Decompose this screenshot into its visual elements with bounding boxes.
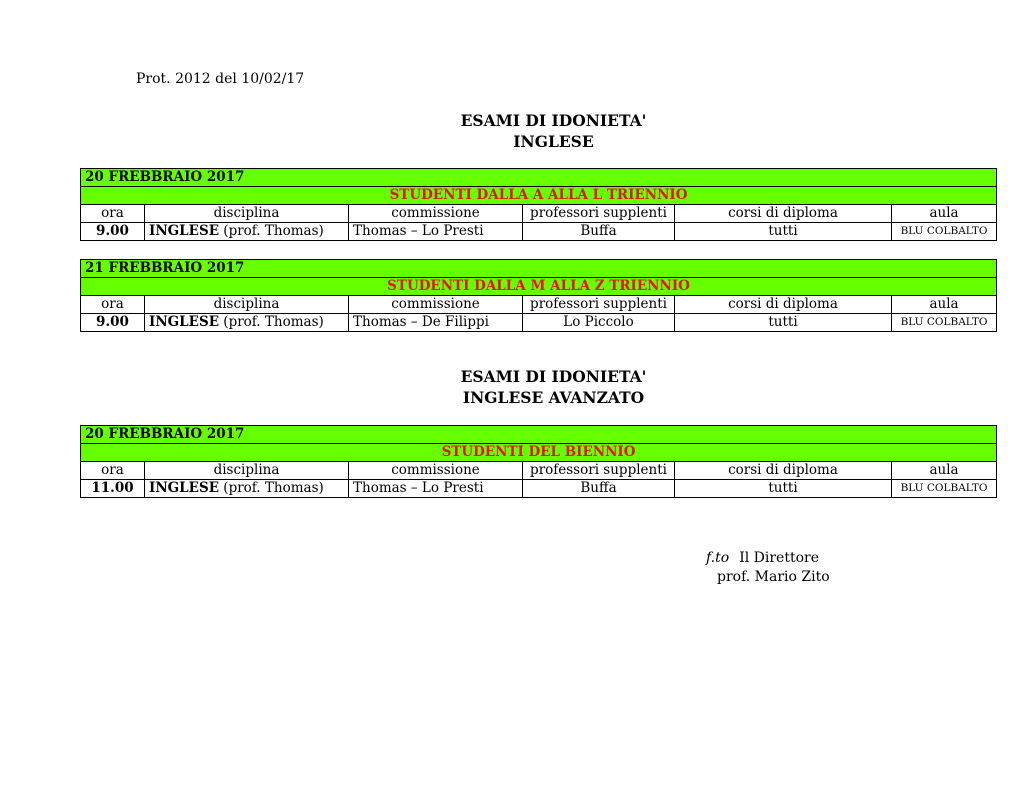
- heading-line-subject: INGLESE: [513, 132, 594, 151]
- cell-disciplina: [145, 480, 349, 498]
- column-header-corsi: corsi di diploma: [675, 205, 892, 223]
- table-group-row: [81, 444, 997, 462]
- cell-aula: BLU COLBALTO: [892, 480, 997, 498]
- subject-name: INGLESE: [149, 480, 220, 496]
- column-header-ora: ora: [81, 462, 145, 480]
- cell-ora: 11.00: [81, 480, 145, 498]
- column-header-ora: ora: [81, 205, 145, 223]
- signature-abbreviation: f.to: [706, 550, 730, 566]
- section-heading-inglese-avanzato: [0, 366, 1024, 408]
- table-header-row: [81, 296, 997, 314]
- table-date-row: [81, 169, 997, 187]
- subject-teacher: (prof. Thomas): [219, 314, 324, 330]
- column-header-aula: aula: [892, 296, 997, 314]
- cell-disciplina: [145, 223, 349, 241]
- subject-name: INGLESE: [149, 314, 220, 330]
- column-header-corsi: corsi di diploma: [675, 296, 892, 314]
- exam-date: 20 FREBBRAIO 2017: [81, 169, 997, 187]
- cell-aula: BLU COLBALTO: [892, 223, 997, 241]
- column-header-ora: ora: [81, 296, 145, 314]
- table-row: [81, 223, 997, 241]
- table-group-row: [81, 278, 997, 296]
- table-row: [81, 314, 997, 332]
- column-header-disciplina: disciplina: [145, 296, 349, 314]
- table-header-row: [81, 462, 997, 480]
- table-row: [81, 480, 997, 498]
- column-header-commissione: commissione: [349, 462, 523, 480]
- table-group-row: [81, 187, 997, 205]
- cell-supplenti: Buffa: [523, 223, 675, 241]
- cell-aula: BLU COLBALTO: [892, 314, 997, 332]
- exam-table-3: [80, 425, 997, 498]
- column-header-disciplina: disciplina: [145, 205, 349, 223]
- cell-supplenti: Lo Piccolo: [523, 314, 675, 332]
- cell-commissione: Thomas – De Filippi: [349, 314, 523, 332]
- student-group: STUDENTI DEL BIENNIO: [81, 444, 997, 462]
- column-header-commissione: commissione: [349, 296, 523, 314]
- heading-line-exam-title: ESAMI DI IDONIETA': [460, 367, 647, 386]
- cell-corsi: tutti: [675, 480, 892, 498]
- column-header-corsi: corsi di diploma: [675, 462, 892, 480]
- exam-date: 20 FREBBRAIO 2017: [81, 426, 997, 444]
- exam-date: 21 FREBBRAIO 2017: [81, 260, 997, 278]
- section-heading-inglese: [0, 110, 1024, 152]
- cell-supplenti: Buffa: [523, 480, 675, 498]
- column-header-supplenti: professori supplenti: [523, 296, 675, 314]
- column-header-aula: aula: [892, 205, 997, 223]
- subject-teacher: (prof. Thomas): [219, 223, 324, 239]
- signature-role-line: [706, 549, 830, 568]
- signature-name: prof. Mario Zito: [717, 569, 830, 585]
- exam-table-2: [80, 259, 997, 332]
- protocol-number: Prot. 2012 del 10/02/17: [136, 71, 305, 87]
- subject-teacher: (prof. Thomas): [219, 480, 324, 496]
- signature-block: [706, 549, 830, 587]
- column-header-aula: aula: [892, 462, 997, 480]
- column-header-disciplina: disciplina: [145, 462, 349, 480]
- table-date-row: [81, 260, 997, 278]
- cell-commissione: Thomas – Lo Presti: [349, 223, 523, 241]
- cell-corsi: tutti: [675, 223, 892, 241]
- table-header-row: [81, 205, 997, 223]
- student-group: STUDENTI DALLA A ALLA L TRIENNIO: [81, 187, 997, 205]
- exam-table-1: [80, 168, 997, 241]
- table-date-row: [81, 426, 997, 444]
- column-header-commissione: commissione: [349, 205, 523, 223]
- student-group: STUDENTI DALLA M ALLA Z TRIENNIO: [81, 278, 997, 296]
- heading-line-subject: INGLESE AVANZATO: [462, 388, 645, 407]
- cell-ora: 9.00: [81, 223, 145, 241]
- column-header-supplenti: professori supplenti: [523, 205, 675, 223]
- signature-role: Il Direttore: [739, 550, 819, 566]
- cell-commissione: Thomas – Lo Presti: [349, 480, 523, 498]
- heading-line-exam-title: ESAMI DI IDONIETA': [460, 111, 647, 130]
- column-header-supplenti: professori supplenti: [523, 462, 675, 480]
- cell-disciplina: [145, 314, 349, 332]
- subject-name: INGLESE: [149, 223, 220, 239]
- cell-corsi: tutti: [675, 314, 892, 332]
- cell-ora: 9.00: [81, 314, 145, 332]
